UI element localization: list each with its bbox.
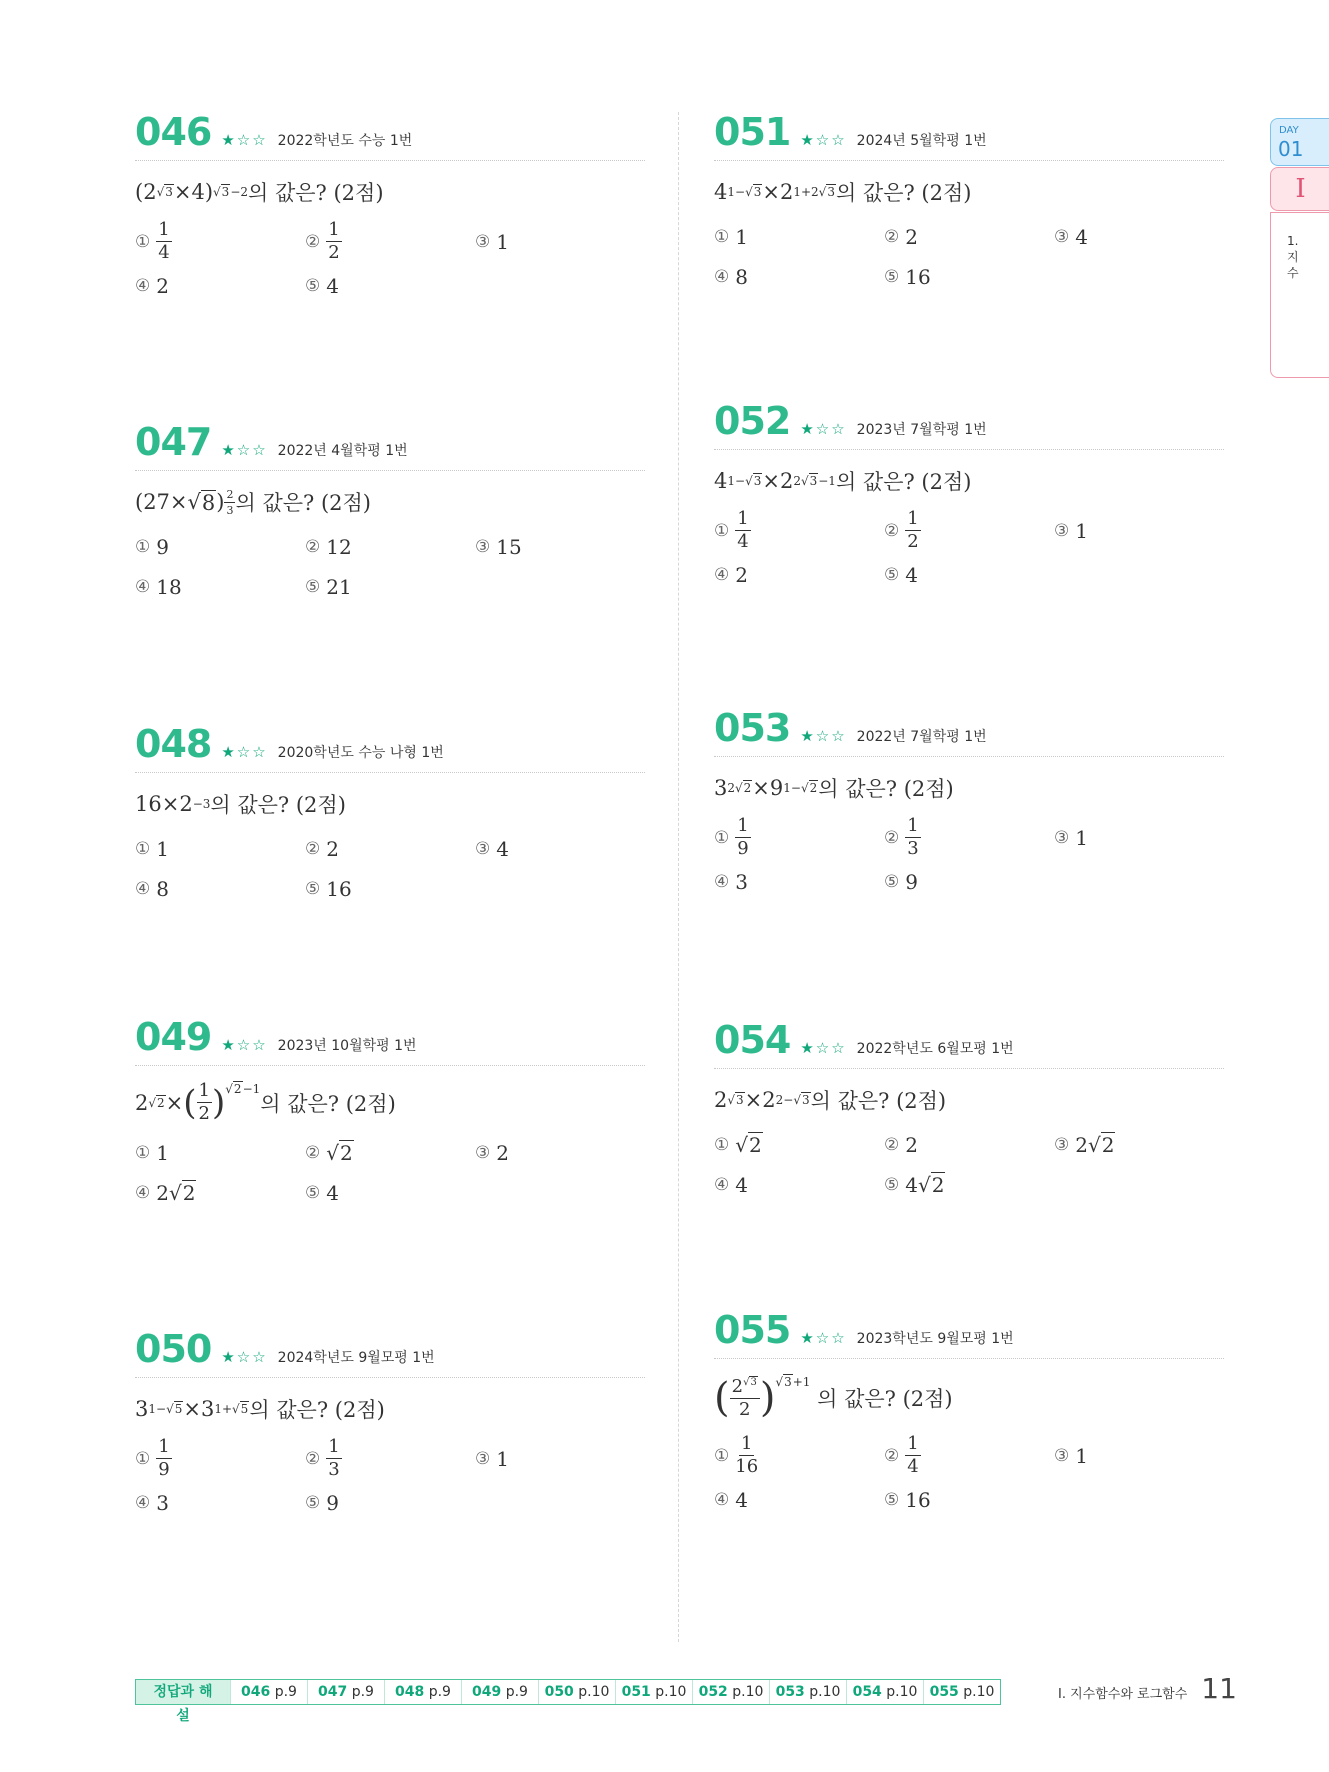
difficulty-stars: ★☆☆ bbox=[800, 727, 847, 745]
question-expression: (27×√ 8 ) $\frac{2}{3}$ 의 값은? (2점) bbox=[135, 487, 371, 517]
choice-5[interactable] bbox=[884, 866, 1054, 898]
choice-2[interactable] bbox=[884, 1435, 1054, 1476]
section-title: Ⅰ. 지수함수와 로그함수 bbox=[1058, 1687, 1188, 1702]
choice-2[interactable] bbox=[884, 1129, 1054, 1161]
choice-value: 8 bbox=[735, 265, 748, 289]
answer-key-item[interactable]: 047 p.9 bbox=[307, 1680, 384, 1704]
choice-number: ① bbox=[714, 1445, 730, 1466]
choice-3[interactable] bbox=[475, 1438, 645, 1479]
choice-value: 16 bbox=[905, 265, 931, 289]
choice-5[interactable] bbox=[884, 1169, 1054, 1201]
choice-number: ② bbox=[884, 1445, 900, 1466]
choice-4[interactable] bbox=[135, 270, 305, 302]
question-expression: ( $\frac{2^{√3}}{2}$ ) $^{√3 +1}$ 의 값은? (2점) bbox=[714, 1375, 953, 1421]
choice-3[interactable] bbox=[475, 531, 645, 563]
choice-value: 16 bbox=[905, 1488, 931, 1512]
choice-value: 1 bbox=[1075, 518, 1088, 543]
choice-number: ③ bbox=[475, 537, 491, 557]
problem-source: 2023학년도 9월모평 1번 bbox=[856, 1331, 1014, 1347]
choice-number: ② bbox=[884, 1135, 900, 1155]
choice-1[interactable] bbox=[135, 1137, 305, 1169]
choice-number: ④ bbox=[135, 1183, 151, 1203]
difficulty-stars: ★☆☆ bbox=[221, 743, 268, 761]
answer-key-item[interactable]: 052 p.10 bbox=[692, 1680, 769, 1704]
choice-value: $\frac{1}{2}$ bbox=[328, 219, 340, 263]
choice-number: ⑤ bbox=[884, 1175, 900, 1195]
choice-number: ② bbox=[884, 227, 900, 247]
problem-046 bbox=[135, 110, 645, 302]
choice-number: ① bbox=[135, 231, 151, 252]
difficulty-stars: ★☆☆ bbox=[800, 420, 847, 438]
choice-number: ③ bbox=[475, 1143, 491, 1163]
choice-value: 4 bbox=[735, 1173, 748, 1197]
choice-number: ③ bbox=[1054, 227, 1070, 247]
problem-source: 2024년 5월학평 1번 bbox=[856, 133, 987, 149]
problem-source: 2023년 10월학평 1번 bbox=[277, 1038, 417, 1054]
choice-list bbox=[714, 221, 1224, 293]
choice-number: ④ bbox=[714, 565, 730, 585]
choice-list bbox=[135, 531, 645, 603]
choice-1[interactable] bbox=[135, 833, 305, 865]
choice-5[interactable] bbox=[305, 1177, 475, 1209]
problem-source: 2020학년도 수능 나형 1번 bbox=[277, 745, 444, 761]
choice-number: ① bbox=[714, 520, 730, 541]
choice-value: √2 bbox=[735, 1133, 762, 1157]
choice-number: ② bbox=[884, 520, 900, 541]
choice-2[interactable] bbox=[884, 817, 1054, 858]
answer-key-bar bbox=[135, 1679, 1001, 1724]
choice-2[interactable] bbox=[305, 1137, 475, 1169]
choice-3[interactable] bbox=[1054, 510, 1224, 551]
choice-4[interactable] bbox=[135, 1177, 305, 1209]
choice-value: 1 bbox=[1075, 1443, 1088, 1468]
choice-4[interactable] bbox=[714, 1169, 884, 1201]
choice-4[interactable] bbox=[135, 873, 305, 905]
answer-key-item[interactable]: 048 p.9 bbox=[384, 1680, 461, 1704]
page-footer bbox=[1058, 1672, 1237, 1705]
choice-number: ④ bbox=[135, 879, 151, 899]
problem-055 bbox=[714, 1308, 1224, 1516]
choice-value: 4√2 bbox=[905, 1173, 945, 1197]
column-divider bbox=[678, 112, 679, 1642]
question-expression: (2 √3 ×4) √3−2 의 값은? (2점) bbox=[135, 180, 384, 205]
choice-value: $\frac{1}{4}$ bbox=[158, 219, 170, 263]
question-expression: 4 1−√3 ×2 2√3−1 의 값은? (2점) bbox=[714, 469, 972, 494]
answer-key-label: 정답과 해설 bbox=[136, 1680, 230, 1704]
choice-list bbox=[714, 1129, 1224, 1201]
choice-5[interactable] bbox=[884, 559, 1054, 591]
problem-source: 2022년 4월학평 1번 bbox=[277, 443, 408, 459]
choice-value: $\frac{1}{4}$ bbox=[737, 508, 749, 552]
choice-1[interactable] bbox=[714, 1435, 884, 1476]
choice-number: ④ bbox=[135, 276, 151, 296]
choice-value: 4 bbox=[735, 1488, 748, 1512]
choice-number: ① bbox=[714, 827, 730, 848]
choice-value: 18 bbox=[156, 575, 182, 599]
choice-number: ② bbox=[305, 231, 321, 252]
choice-2[interactable] bbox=[305, 531, 475, 563]
problem-number: 054 bbox=[714, 1018, 791, 1062]
problem-number: 050 bbox=[135, 1327, 212, 1371]
choice-value: 9 bbox=[156, 535, 169, 559]
choice-3[interactable] bbox=[1054, 221, 1224, 253]
difficulty-stars: ★☆☆ bbox=[221, 1348, 268, 1366]
choice-value: 2 bbox=[735, 563, 748, 587]
problem-number: 052 bbox=[714, 399, 791, 443]
day-label: DAY bbox=[1279, 125, 1299, 136]
answer-key-item[interactable]: 051 p.10 bbox=[615, 1680, 692, 1704]
choice-value: 3 bbox=[735, 870, 748, 894]
day-number: 01 bbox=[1278, 137, 1304, 161]
choice-value: $\frac{1}{3}$ bbox=[328, 1436, 340, 1480]
choice-value: $\frac{1}{2}$ bbox=[907, 508, 919, 552]
choice-2[interactable] bbox=[884, 221, 1054, 253]
choice-number: ④ bbox=[714, 872, 730, 892]
choice-3[interactable] bbox=[475, 221, 645, 262]
choice-4[interactable] bbox=[714, 866, 884, 898]
choice-value: 2√2 bbox=[1075, 1133, 1115, 1157]
problem-051 bbox=[714, 110, 1224, 293]
choice-number: ③ bbox=[475, 839, 491, 859]
choice-number: ⑤ bbox=[884, 565, 900, 585]
problem-source: 2022학년도 수능 1번 bbox=[277, 133, 413, 149]
difficulty-stars: ★☆☆ bbox=[800, 1329, 847, 1347]
choice-3[interactable] bbox=[1054, 817, 1224, 858]
answer-key-item[interactable]: 053 p.10 bbox=[769, 1680, 846, 1704]
choice-value: $\frac{1}{9}$ bbox=[158, 1436, 170, 1480]
choice-number: ⑤ bbox=[884, 267, 900, 287]
choice-1[interactable] bbox=[714, 817, 884, 858]
choice-5[interactable] bbox=[305, 571, 475, 603]
day-tab[interactable] bbox=[1270, 118, 1329, 166]
problem-source: 2022년 7월학평 1번 bbox=[856, 729, 987, 745]
choice-number: ⑤ bbox=[884, 872, 900, 892]
problem-053 bbox=[714, 706, 1224, 898]
unit-tab[interactable]: I bbox=[1270, 167, 1329, 211]
problem-052 bbox=[714, 399, 1224, 591]
choice-number: ① bbox=[135, 839, 151, 859]
choice-number: ③ bbox=[1054, 1445, 1070, 1466]
choice-value: 4 bbox=[905, 563, 918, 587]
question-expression: 3 1−√5 ×3 1+√5 의 값은? (2점) bbox=[135, 1397, 385, 1422]
choice-number: ③ bbox=[1054, 520, 1070, 541]
choice-value: 1 bbox=[156, 837, 169, 861]
choice-number: ⑤ bbox=[305, 879, 321, 899]
chapter-label: 1. 지수 bbox=[1287, 234, 1299, 280]
choice-number: ④ bbox=[135, 577, 151, 597]
choice-value: 3 bbox=[156, 1491, 169, 1515]
choice-number: ① bbox=[135, 537, 151, 557]
choice-value: $\frac{1}{16}$ bbox=[735, 1433, 759, 1477]
choice-number: ① bbox=[135, 1448, 151, 1469]
choice-number: ① bbox=[714, 227, 730, 247]
problem-054 bbox=[714, 1018, 1224, 1201]
choice-2[interactable] bbox=[305, 1438, 475, 1479]
choice-4[interactable] bbox=[714, 261, 884, 293]
problem-number: 048 bbox=[135, 722, 212, 766]
choice-value: 2√2 bbox=[156, 1181, 196, 1205]
choice-value: 9 bbox=[326, 1491, 339, 1515]
choice-4[interactable] bbox=[135, 571, 305, 603]
problem-number: 055 bbox=[714, 1308, 791, 1352]
answer-key-item[interactable]: 054 p.10 bbox=[846, 1680, 923, 1704]
choice-1[interactable] bbox=[714, 1129, 884, 1161]
problem-047 bbox=[135, 420, 645, 603]
choice-value: √2 bbox=[326, 1141, 353, 1165]
problem-source: 2022학년도 6월모평 1번 bbox=[856, 1041, 1014, 1057]
choice-number: ② bbox=[305, 1448, 321, 1469]
problem-number: 051 bbox=[714, 110, 791, 154]
choice-number: ④ bbox=[714, 1490, 730, 1510]
choice-list bbox=[714, 1435, 1224, 1516]
choice-2[interactable] bbox=[305, 221, 475, 262]
choice-list bbox=[135, 1137, 645, 1209]
choice-5[interactable] bbox=[305, 270, 475, 302]
choice-value: 8 bbox=[156, 877, 169, 901]
choice-value: 2 bbox=[905, 1133, 918, 1157]
choice-value: 2 bbox=[326, 837, 339, 861]
choice-value: 21 bbox=[326, 575, 352, 599]
choice-number: ③ bbox=[475, 1448, 491, 1469]
choice-1[interactable] bbox=[135, 531, 305, 563]
page-number: 11 bbox=[1201, 1672, 1237, 1705]
choice-value: 9 bbox=[905, 870, 918, 894]
choice-number: ③ bbox=[1054, 827, 1070, 848]
choice-value: 1 bbox=[496, 229, 509, 254]
choice-value: 12 bbox=[326, 535, 352, 559]
choice-value: 4 bbox=[326, 274, 339, 298]
difficulty-stars: ★☆☆ bbox=[800, 131, 847, 149]
difficulty-stars: ★☆☆ bbox=[221, 441, 268, 459]
problem-source: 2023년 7월학평 1번 bbox=[856, 422, 987, 438]
answer-key-item[interactable]: 055 p.10 bbox=[923, 1680, 1000, 1704]
problem-050 bbox=[135, 1327, 645, 1519]
choice-value: 4 bbox=[326, 1181, 339, 1205]
choice-1[interactable] bbox=[135, 1438, 305, 1479]
choice-number: ⑤ bbox=[305, 1493, 321, 1513]
choice-number: ② bbox=[305, 839, 321, 859]
choice-value: 1 bbox=[496, 1446, 509, 1471]
choice-number: ⑤ bbox=[884, 1490, 900, 1510]
difficulty-stars: ★☆☆ bbox=[221, 1036, 268, 1054]
question-expression: 2 √2 × ( $\frac{1}{2}$ ) $^{√2 -1}$ 의 값은? (2점) bbox=[135, 1080, 396, 1124]
choice-list bbox=[135, 833, 645, 905]
chapter-tab[interactable] bbox=[1270, 212, 1329, 378]
problem-049 bbox=[135, 1015, 645, 1209]
question-expression: 16×2 −3 의 값은? (2점) bbox=[135, 792, 346, 817]
choice-list bbox=[714, 817, 1224, 898]
choice-4[interactable] bbox=[714, 559, 884, 591]
choice-value: $\frac{1}{3}$ bbox=[907, 815, 919, 859]
choice-2[interactable] bbox=[305, 833, 475, 865]
question-expression: 4 1−√3 ×2 1+2√3 의 값은? (2점) bbox=[714, 180, 972, 205]
choice-4[interactable] bbox=[714, 1484, 884, 1516]
choice-number: ② bbox=[884, 827, 900, 848]
problem-048 bbox=[135, 722, 645, 905]
choice-number: ⑤ bbox=[305, 1183, 321, 1203]
choice-value: $\frac{1}{4}$ bbox=[907, 1433, 919, 1477]
choice-3[interactable] bbox=[475, 833, 645, 865]
choice-value: 1 bbox=[156, 1141, 169, 1165]
problem-source: 2024학년도 9월모평 1번 bbox=[277, 1350, 435, 1366]
choice-2[interactable] bbox=[884, 510, 1054, 551]
choice-list bbox=[135, 221, 645, 302]
choice-value: 1 bbox=[1075, 825, 1088, 850]
choice-number: ② bbox=[305, 537, 321, 557]
choice-list bbox=[714, 510, 1224, 591]
choice-1[interactable] bbox=[135, 221, 305, 262]
answer-key-item[interactable]: 046 p.9 bbox=[230, 1680, 307, 1704]
choice-value: 1 bbox=[735, 225, 748, 249]
choice-number: ③ bbox=[1054, 1135, 1070, 1155]
choice-list bbox=[135, 1438, 645, 1519]
choice-5[interactable] bbox=[305, 873, 475, 905]
choice-value: 4 bbox=[496, 837, 509, 861]
question-expression: 2 √3 ×2 2−√3 의 값은? (2점) bbox=[714, 1088, 947, 1113]
choice-value: 4 bbox=[1075, 225, 1088, 249]
choice-number: ⑤ bbox=[305, 276, 321, 296]
choice-3[interactable] bbox=[475, 1137, 645, 1169]
answer-key-item[interactable]: 049 p.9 bbox=[461, 1680, 538, 1704]
difficulty-stars: ★☆☆ bbox=[221, 131, 268, 149]
problem-number: 049 bbox=[135, 1015, 212, 1059]
choice-3[interactable] bbox=[1054, 1129, 1224, 1161]
choice-1[interactable] bbox=[714, 510, 884, 551]
problem-number: 047 bbox=[135, 420, 212, 464]
choice-number: ③ bbox=[475, 231, 491, 252]
choice-value: 2 bbox=[156, 274, 169, 298]
choice-value: 2 bbox=[496, 1141, 509, 1165]
choice-value: 15 bbox=[496, 535, 522, 559]
choice-number: ① bbox=[135, 1143, 151, 1163]
choice-5[interactable] bbox=[884, 261, 1054, 293]
choice-5[interactable] bbox=[884, 1484, 1054, 1516]
difficulty-stars: ★☆☆ bbox=[800, 1039, 847, 1057]
question-expression: 3 2√2 ×9 1−√2 의 값은? (2점) bbox=[714, 776, 954, 801]
choice-number: ④ bbox=[135, 1493, 151, 1513]
choice-5[interactable] bbox=[305, 1487, 475, 1519]
choice-value: 2 bbox=[905, 225, 918, 249]
choice-3[interactable] bbox=[1054, 1435, 1224, 1476]
choice-1[interactable] bbox=[714, 221, 884, 253]
choice-value: 16 bbox=[326, 877, 352, 901]
choice-number: ⑤ bbox=[305, 577, 321, 597]
answer-key-item[interactable]: 050 p.10 bbox=[538, 1680, 615, 1704]
choice-number: ① bbox=[714, 1135, 730, 1155]
choice-number: ④ bbox=[714, 1175, 730, 1195]
problem-number: 053 bbox=[714, 706, 791, 750]
problem-number: 046 bbox=[135, 110, 212, 154]
choice-number: ② bbox=[305, 1143, 321, 1163]
choice-value: $\frac{1}{9}$ bbox=[737, 815, 749, 859]
choice-4[interactable] bbox=[135, 1487, 305, 1519]
choice-number: ④ bbox=[714, 267, 730, 287]
